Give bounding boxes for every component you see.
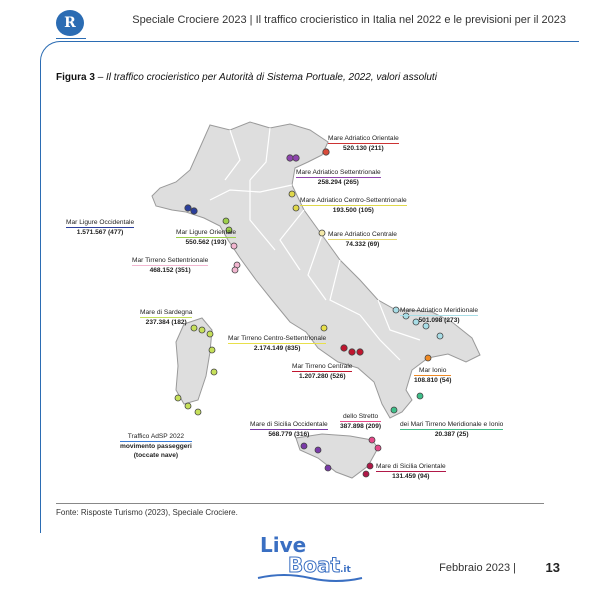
label-name: Mar Ionio xyxy=(414,366,451,376)
label-adriatico-centro-settentrionale xyxy=(300,196,407,215)
label-name: Mare Adriatico Centrale xyxy=(328,231,397,238)
liveboat-logo xyxy=(254,528,366,588)
label-name: Mare di Sardegna xyxy=(140,309,193,316)
label-name: dei Mari Tirreno Meridionale e Ionio xyxy=(400,421,504,428)
label-value: 1.571.567 (477) xyxy=(76,229,124,236)
label-tirreno-settentrionale xyxy=(132,256,208,275)
legend-subtitle-2: (toccate nave) xyxy=(133,452,179,459)
figure-title: Il traffico crocieristico per Autorità di Sistema Portuale, 2022, valori assoluti xyxy=(106,72,437,83)
label-tirreno-centrale xyxy=(292,362,352,381)
label-value: 237.384 (182) xyxy=(145,319,187,326)
source-note: Fonte: Risposte Turismo (2023), Speciale Crociere. xyxy=(56,508,238,517)
logo-suffix: .it xyxy=(340,565,351,575)
label-value: 108.810 (54) xyxy=(414,377,452,384)
label-value: 468.152 (351) xyxy=(149,267,191,274)
liveboat-logo-graphic xyxy=(254,528,366,588)
publisher-logo xyxy=(56,10,84,36)
label-adriatico-orientale xyxy=(328,134,399,153)
label-name: Mare di Sicilia Occidentale xyxy=(250,421,328,428)
label-sicilia-occidentale xyxy=(250,420,328,439)
label-name: dello Stretto xyxy=(340,412,381,422)
logo-word-live: Live xyxy=(260,533,307,557)
label-sicilia-orientale xyxy=(376,462,446,481)
label-ligure-orientale xyxy=(176,228,236,247)
figure-caption xyxy=(56,72,437,83)
label-name: Mar Tirreno Centrale xyxy=(292,363,353,370)
label-tirreno-meridionale-ionio xyxy=(400,420,503,439)
label-tirreno-centro-settentrionale xyxy=(228,334,326,353)
label-value: 387.898 (209) xyxy=(340,423,382,430)
label-adriatico-centrale xyxy=(328,230,397,249)
label-value: 193.500 (105) xyxy=(332,207,374,214)
label-sardegna xyxy=(140,308,192,327)
label-value: 550.562 (193) xyxy=(185,239,227,246)
label-value: 258.294 (265) xyxy=(317,179,359,186)
label-value: 568.779 (316) xyxy=(268,431,310,438)
label-value: 74.332 (69) xyxy=(345,241,380,248)
label-value: 520.130 (211) xyxy=(343,145,384,152)
label-name: Mare Adriatico Meridionale xyxy=(400,307,479,314)
label-name: Mare Adriatico Orientale xyxy=(328,135,399,142)
footer-date: Febbraio 2023 | xyxy=(439,562,516,574)
label-ionio xyxy=(414,366,451,385)
figure-dash: – xyxy=(97,72,104,83)
label-ligure-occidentale xyxy=(66,218,134,237)
label-name: Mare Adriatico Centro-Settentrionale xyxy=(300,197,407,204)
source-rule xyxy=(56,503,544,504)
label-adriatico-meridionale xyxy=(400,306,478,325)
label-adriatico-settentrionale xyxy=(296,168,381,187)
label-name: Mare di Sicilia Orientale xyxy=(376,463,446,470)
label-value: 131.459 (94) xyxy=(392,473,430,480)
label-value: 20.387 (25) xyxy=(434,431,469,438)
map-legend xyxy=(120,432,192,460)
label-value: 2.174.149 (835) xyxy=(253,345,301,352)
label-name: Mar Tirreno Settentrionale xyxy=(132,257,209,264)
label-name: Mare Adriatico Settentrionale xyxy=(296,169,381,176)
label-value: 501.098 (273) xyxy=(418,317,460,324)
legend-subtitle: movimento passeggeri xyxy=(120,443,192,450)
label-stretto xyxy=(340,412,381,431)
figure-label: Figura 3 xyxy=(56,72,95,83)
legend-title: Traffico AdSP 2022 xyxy=(120,432,192,442)
page-number: 13 xyxy=(545,560,560,575)
italy-map xyxy=(60,100,550,490)
running-header: Speciale Crociere 2023 | Il traffico crocieristico in Italia nel 2022 e le previsioni per il 2023 xyxy=(132,14,566,26)
logo-word-boat: Boat xyxy=(288,553,341,577)
logo-rule xyxy=(56,38,86,39)
label-name: Mar Ligure Occidentale xyxy=(66,219,135,226)
label-value: 1.207.280 (526) xyxy=(298,373,346,380)
logo-mark: R xyxy=(64,15,76,31)
label-name: Mar Tirreno Centro-Settentrionale xyxy=(228,335,327,342)
label-name: Mar Ligure Orientale xyxy=(176,229,237,236)
